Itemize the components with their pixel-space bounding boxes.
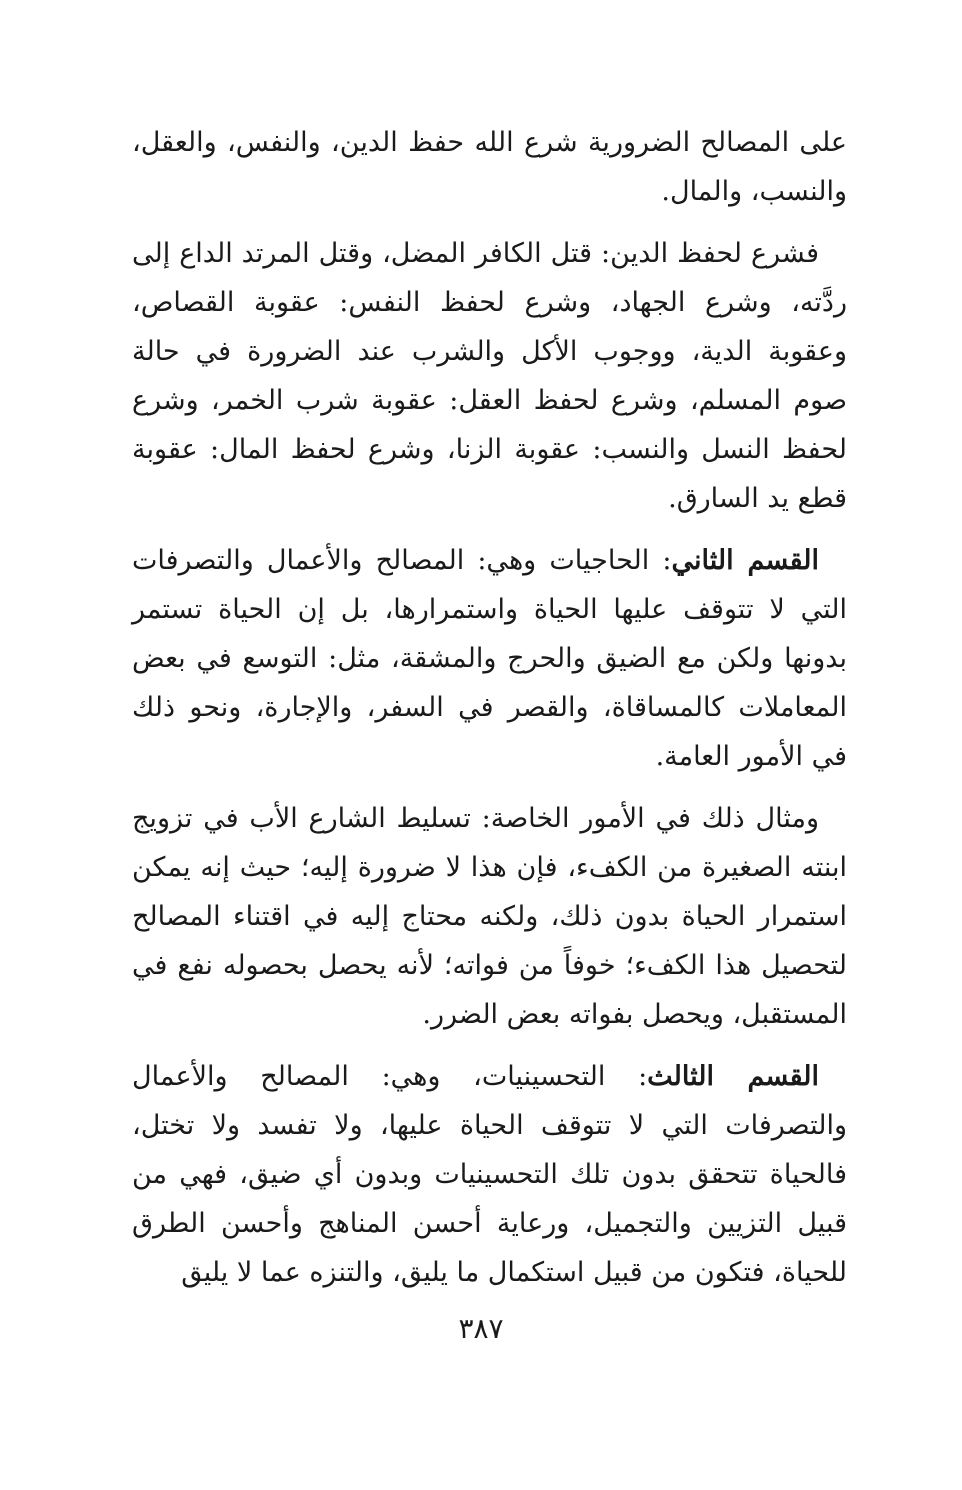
- paragraph-private-example: [132, 794, 847, 1039]
- paragraph-text: فشرع لحفظ الدين: قتل الكافر المضل، وقتل المرتد الداع إلى ردَّته، وشرع الجهاد، وشرع لحفظ النفس: عقوبة القصاص، وعقوبة الدية، ووجوب الأكل والشرب عند الضرورة في حالة صوم المسلم، وشرع لحفظ العقل: عقوبة شرب الخمر، وشرع لحفظ النسل والنسب: عقوبة الزنا، وشرع لحفظ المال: عقوبة قطع يد السارق.: [132, 238, 847, 514]
- section-heading: القسم الثاني: [671, 545, 819, 576]
- paragraph-preservation-rules: [132, 229, 847, 523]
- paragraph-third-section: [132, 1052, 847, 1297]
- paragraph-text: : التحسينيات، وهي: المصالح والأعمال والتصرفات التي لا تتوقف الحياة عليها، ولا تفسد ولا تختل، فالحياة تتحقق بدون تلك التحسينيات وبدون أي ضيق، فهي من قبيل التزيين والتجميل، ورعاية أحسن المناهج وأحسن الطرق للحياة، فتكون من قبيل استكمال ما يليق، والتنزه عما لا يليق: [132, 1061, 847, 1288]
- page-number: ٣٨٧: [458, 1312, 504, 1345]
- paragraph-intro: [132, 118, 847, 216]
- paragraph-second-section: [132, 536, 847, 781]
- section-heading: القسم الثالث: [647, 1061, 819, 1092]
- paragraph-text: ومثال ذلك في الأمور الخاصة: تسليط الشارع الأب في تزويج ابنته الصغيرة من الكفء، فإن هذا لا ضرورة إليه؛ حيث إنه يمكن استمرار الحياة بدون ذلك، ولكنه محتاج إليه في اقتناء المصالح لتحصيل هذا الكفء؛ خوفاً من فواته؛ لأنه يحصل بحصوله نفع في المستقبل، ويحصل بفواته بعض الضرر.: [132, 803, 847, 1030]
- paragraph-text: على المصالح الضرورية شرع الله حفظ الدين، والنفس، والعقل، والنسب، والمال.: [132, 127, 847, 207]
- page-body: [132, 118, 847, 1310]
- paragraph-text: : الحاجيات وهي: المصالح والأعمال والتصرفات التي لا تتوقف عليها الحياة واستمرارها، بل إن الحياة تستمر بدونها ولكن مع الضيق والحرج والمشقة، مثل: التوسع في بعض المعاملات كالمساقاة، والقصر في السفر، والإجارة، ونحو ذلك في الأمور العامة.: [132, 545, 847, 772]
